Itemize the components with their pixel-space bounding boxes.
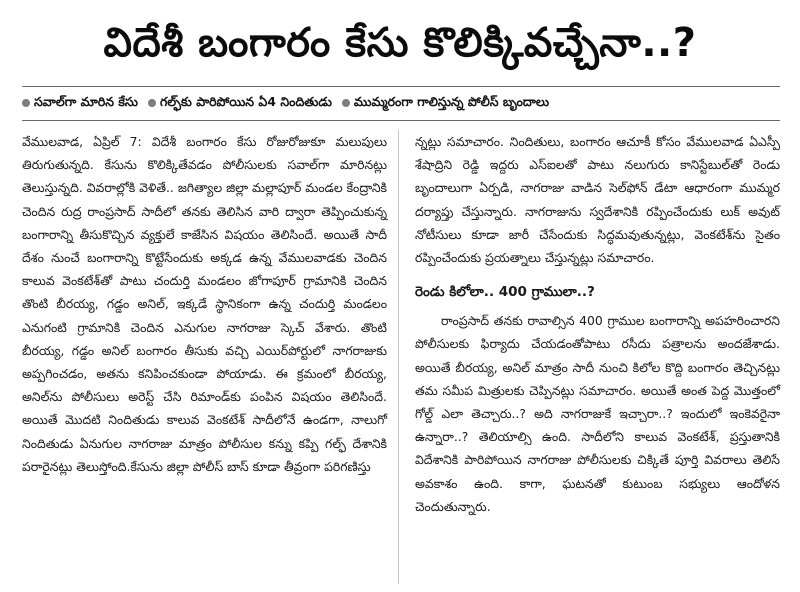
bullet-icon (22, 99, 30, 107)
bottom-rule (22, 120, 780, 121)
deck-item (342, 94, 549, 113)
bullet-icon (148, 99, 156, 107)
body-paragraph: వేములవాడ, ఏప్రిల్ 7: విదేశీ బంగారం కేసు రోజురోజుకూ మలుపులు తిరుగుతున్నది. కేసును కొలిక్కితేవడం పోలీసులకు సవాల్‌గా మారినట్లు తెలుస్తున్నది. వివరాల్లోకి వెళితే.. జగిత్యాల జిల్లా మల్లాపూర్ మండల కేంద్రానికి చెందిన రుద్ర రాంప్రసాద్ సాదీలో తనకు తెలిసిన వారి ద్వారా తెప్పించుకున్న బంగారాన్ని తీసుకొచ్చిన వ్యక్తులే కాజేసిన విషయం తెలిసిందే. అయితే సాదీ దేశం నుంచే బంగారాన్ని కొట్టేసేందుకు అక్కడ ఉన్న వేములవాడకు చెందిన కాలువ వెంకటేశ్‌తో పాటు చందుర్తి మండలం జోగాపూర్ గ్రామానికి చెందిన తొంటి బీరయ్య, గడ్డం అనిల్, ఇక్కడే స్థానికంగా ఉన్న చందుర్తి మండలం ఎనుగంటి గ్రామానికి చెందిన ఎనుగుల నాగరాజు స్కెచ్ వేశారు. తొంటి బీరయ్య, గడ్డం అనిల్ బంగారం తీసుకు వచ్చి ఎయిర్‌పోర్టులో నాగరాజుకు అప్పగించడం, అతను కనిపించకుండా పోయాడు. ఈ క్రమంలో బీరయ్య, అనిల్‌ను పోలీసులు అరెస్ట్ చేసి రిమాండ్‌కు పంపిన విషయం తెలిసిందే. అయితే మొదటి నిందితుడు కాలువ వెంకటేశ్ సాదీలోనే ఉండగా, నాలుగో నిందితుడు ఏనుగుల నాగరాజు మాత్రం పోలీసుల కన్ను కప్పి గల్ఫ్ దేశానికి పరారైనట్లు తెలుస్తోంది.కేసును జిల్లా పోలీస్ బాస్ కూడా తీవ్రంగా పరిగణిస్తు (22, 134, 387, 474)
headline: విదేశీ బంగారం కేసు కొలిక్కివచ్చేనా..? (103, 20, 697, 66)
deck-item (22, 94, 138, 113)
right-column (415, 130, 780, 518)
deck-text: గల్ఫ్‌కు పారిపోయిన ఏ4 నిందితుడు (160, 93, 332, 109)
body-paragraph: న్నట్లు సమాచారం. నిందితులు, బంగారం ఆచూకీ కోసం వేములవాడ ఏఎస్పీ శేషాద్రిని రెడ్డి ఇద్దరు ఎస్‌ఐలతో పాటు నలుగురు కానిస్టేబుల్‌తో రెండు బృందాలుగా ఏర్పడి, నాగరాజు వాడిన సెల్‌ఫోన్ డేటా ఆధారంగా ముమ్మర దర్యాప్తు చేస్తున్నారు. నాగరాజును స్వదేశానికి రప్పించేందుకు లుక్ అవుట్ నోటీసులు కూడా జారీ చేసేందుకు సిద్ధమవుతున్నట్లు, వెంకటేశ్‌ను సైతం రప్పించేందుకు ప్రయత్నాలు చేస్తున్నట్లు సమాచారం. (415, 134, 780, 266)
body-paragraph: రాంప్రసాద్ తనకు రావాల్సిన 400 గ్రాముల బంగారాన్ని అపహరించారని పోలీసులకు ఫిర్యాదు చేయడంతోపాటు రసీదు పత్రాలను అందజేశాడు. అయితే బీరయ్య, అనిల్ మాత్రం సాదీ నుంచి కిలోల కొద్ది బంగారం తెచ్చినట్లు తమ సమీప మిత్రులకు చెప్పినట్లు సమాచారం. అయితే అంత పెద్ద మొత్తంలో గోల్డ్ ఎలా తెచ్చారు..? అది నాగరాజుకే ఇచ్చారా..? ఇందులో ఇంకెవరైనా ఉన్నారా..? తెలియాల్సి ఉంది. సాదీలోని కాలువ వెంకటేశ్, ప్రస్తుతానికి విదేశానికి పారిపోయిన నాగరాజు పోలీసులకు చిక్కితే పూర్తి వివరాలు తెలిసే అవకాశం ఉంది. కాగా, ఘటనతో కుటుంబ సభ్యులు ఆందోళన చెందుతున్నారు. (415, 313, 780, 514)
subheading: రెండు కిలోలా.. 400 గ్రాములా..? (415, 284, 595, 301)
column-divider (398, 130, 399, 584)
bullet-icon (342, 99, 350, 107)
deck-text: సవాల్‌గా మారిన కేసు (34, 93, 139, 109)
top-rule (22, 86, 780, 87)
deck-item (148, 94, 332, 113)
deck-text: ముమ్మరంగా గాలిస్తున్న పోలీస్ బృందాలు (353, 93, 550, 109)
deck-line (22, 88, 780, 118)
left-column (22, 130, 387, 478)
